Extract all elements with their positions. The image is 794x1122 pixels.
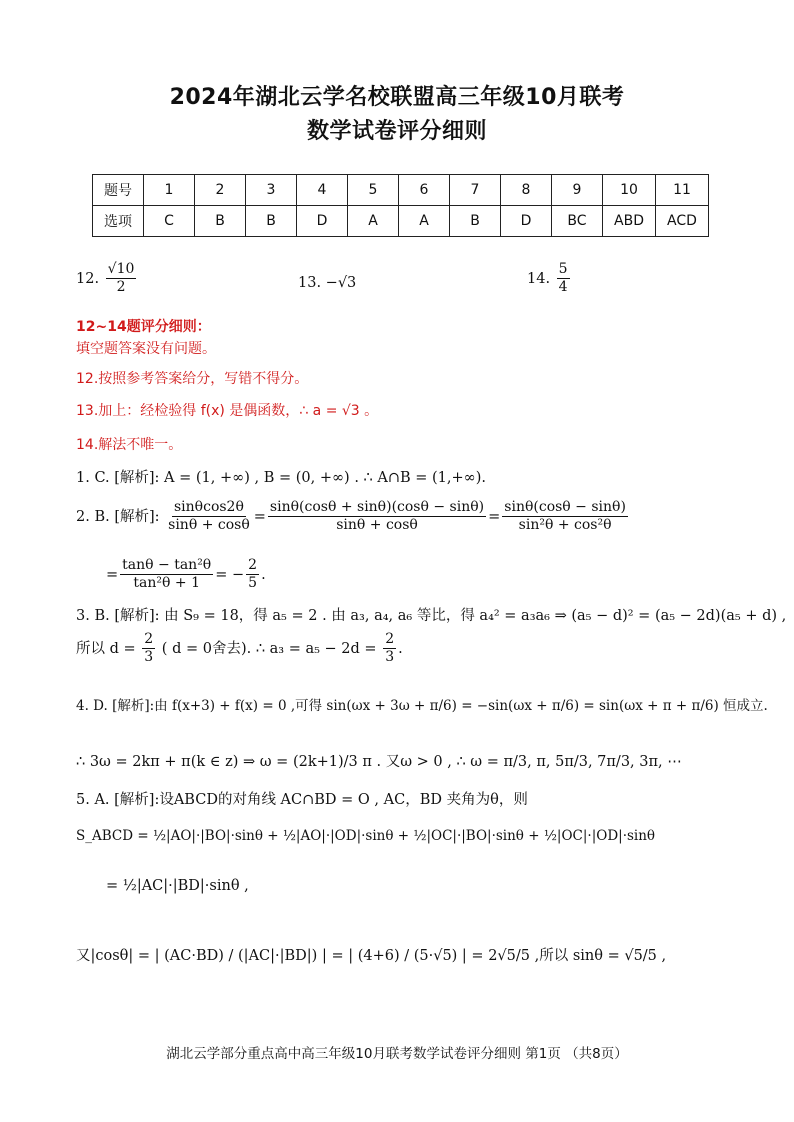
answer-q12	[76, 262, 138, 296]
rubric-heading: 12~14题评分细则：	[76, 319, 211, 335]
solution-4-cont: ∴ 3ω = 2kπ + π(k ∈ z) ⇒ ω = (2k+1)/3 π . 又ω > 0 , ∴ ω = π/3, π, 5π/3, 7π/3, 3π, ⋯	[76, 754, 682, 770]
table-cell: 10	[603, 175, 656, 206]
row-label-choice: 选项	[93, 206, 144, 237]
denominator: 3	[385, 649, 395, 666]
fraction	[502, 500, 628, 534]
q12-fraction	[106, 262, 137, 296]
table-cell: 8	[501, 175, 552, 206]
denominator: 3	[144, 649, 154, 666]
table-cell: 4	[297, 175, 348, 206]
numerator: sinθ(cosθ + sinθ)(cosθ − sinθ)	[268, 500, 486, 517]
solution-5-cos: 又|cosθ| = | (AC·BD) / (|AC|·|BD|) | = | (4+6) / (5·√5) | = 2√5/5 ,所以 sinθ = √5/5 ,	[76, 948, 667, 964]
table-cell: C	[144, 206, 195, 237]
numerator: sinθ(cosθ − sinθ)	[502, 500, 628, 517]
q13-value: −√3	[325, 275, 357, 291]
q12-numerator: √10	[106, 262, 137, 279]
table-cell: A	[399, 206, 450, 237]
table-cell: 5	[348, 175, 399, 206]
solution-5-area: S_ABCD = ½|AO|·|BO|·sinθ + ½|AO|·|OD|·sinθ + ½|OC|·|BO|·sinθ + ½|OC|·|OD|·sinθ	[76, 828, 656, 844]
rubric-line: 13.加上：经检验得 f(x) 是偶函数，∴ a = √3 。	[76, 403, 379, 419]
solution-4: 4. D. [解析]:由 f(x+3) + f(x) = 0 ,可得 sin(ωx + 3ω + π/6) = −sin(ωx + π/6) = sin(ωx + π + π/6) 恒成立.	[76, 698, 768, 714]
answer-q13	[298, 275, 356, 291]
table-cell: ABD	[603, 206, 656, 237]
table-cell: B	[450, 206, 501, 237]
q14-fraction	[557, 262, 570, 296]
table-cell: 3	[246, 175, 297, 206]
rubric-line: 12.按照参考答案给分，写错不得分。	[76, 371, 309, 387]
numerator: 2	[142, 632, 155, 649]
rubric-line: 14.解法不唯一。	[76, 437, 183, 453]
solution-2-label: 2. B. [解析]:	[76, 508, 160, 525]
numerator: tanθ − tan²θ	[120, 558, 213, 575]
table-cell: 9	[552, 175, 603, 206]
solution-2-cont: = $\frac{\text{tanθ − tan²θ}}{\text{tan²θ + 1}}$ = − $\frac{2}{5}$ .	[106, 557, 266, 592]
table-cell: A	[348, 206, 399, 237]
solution-3-cont: 所以 d = $\frac{2}{3}$ ( d = 0舍去). ∴ a₃ = a₅ − 2d = $\frac{2}{3}$ .	[76, 631, 403, 666]
page-footer: 湖北云学部分重点高中高三年级10月联考数学试卷评分细则 第1页 （共8页）	[166, 1046, 628, 1062]
solution-5: 5. A. [解析]:设ABCD的对角线 AC∩BD = O , AC，BD 夹角为θ，则	[76, 792, 528, 808]
fraction	[120, 558, 213, 592]
rubric-line: 填空题答案没有问题。	[76, 341, 216, 357]
row-label-number: 题号	[93, 175, 144, 206]
solution-3: 3. B. [解析]: 由 S₉ = 18，得 a₅ = 2 . 由 a₃, a₄, a₆ 等比，得 a₄² = a₃a₆ ⇒ (a₅ − d)² = (a₅ − 2d)(a₅ + d) ,	[76, 608, 787, 624]
fraction	[246, 558, 259, 592]
q13-number: 13.	[298, 275, 322, 291]
table-cell: 6	[399, 175, 450, 206]
table-cell: B	[246, 206, 297, 237]
text: ( d = 0舍去). ∴ a₃ = a₅ − 2d =	[161, 640, 377, 657]
q14-denominator: 4	[558, 279, 568, 296]
table-cell: D	[501, 206, 552, 237]
table-cell: ACD	[656, 206, 709, 237]
numerator: 2	[246, 558, 259, 575]
answer-q14	[527, 262, 572, 296]
denominator: sin²θ + cos²θ	[518, 517, 612, 534]
table-cell: 7	[450, 175, 501, 206]
q12-denominator: 2	[116, 279, 126, 296]
denominator: tan²θ + 1	[133, 575, 200, 592]
page-title: 2024年湖北云学名校联盟高三年级10月联考	[169, 85, 625, 110]
table-row-choices	[93, 206, 709, 237]
solution-1: 1. C. [解析]: A = (1, +∞) , B = (0, +∞) . ∴ A∩B = (1,+∞).	[76, 470, 487, 486]
table-cell: D	[297, 206, 348, 237]
numerator: 2	[383, 632, 396, 649]
numerator: sinθcos2θ	[172, 500, 246, 517]
table-cell: BC	[552, 206, 603, 237]
fraction	[268, 500, 486, 534]
page-subtitle: 数学试卷评分细则	[306, 119, 487, 144]
denominator: sinθ + cosθ	[336, 517, 418, 534]
table-row-numbers	[93, 175, 709, 206]
denominator: sinθ + cosθ	[168, 517, 250, 534]
table-cell: 2	[195, 175, 246, 206]
table-cell: 1	[144, 175, 195, 206]
answer-table	[92, 174, 709, 237]
table-cell: B	[195, 206, 246, 237]
text: 所以 d =	[76, 640, 136, 657]
denominator: 5	[248, 575, 258, 592]
q12-number: 12.	[76, 270, 100, 287]
fraction	[142, 632, 155, 666]
fraction	[383, 632, 396, 666]
table-cell: 11	[656, 175, 709, 206]
q14-number: 14.	[527, 270, 551, 287]
fraction	[166, 500, 252, 534]
q14-numerator: 5	[557, 262, 570, 279]
solution-2: 2. B. [解析]: $\frac{\sin\theta\cos 2\theta}{\sin\theta + \cos\theta}$ = $\frac{\sin\theta(\cos\theta + \sin\theta)(\cos\theta - \sin\theta)}{\sin\theta + \cos\theta}$ = $\frac{\sin\theta(\cos\theta - \sin\theta)}{\text{sin²θ + cos²θ}}$	[76, 499, 626, 534]
solution-5-area-cont: = ½|AC|·|BD|·sinθ ,	[106, 878, 249, 894]
